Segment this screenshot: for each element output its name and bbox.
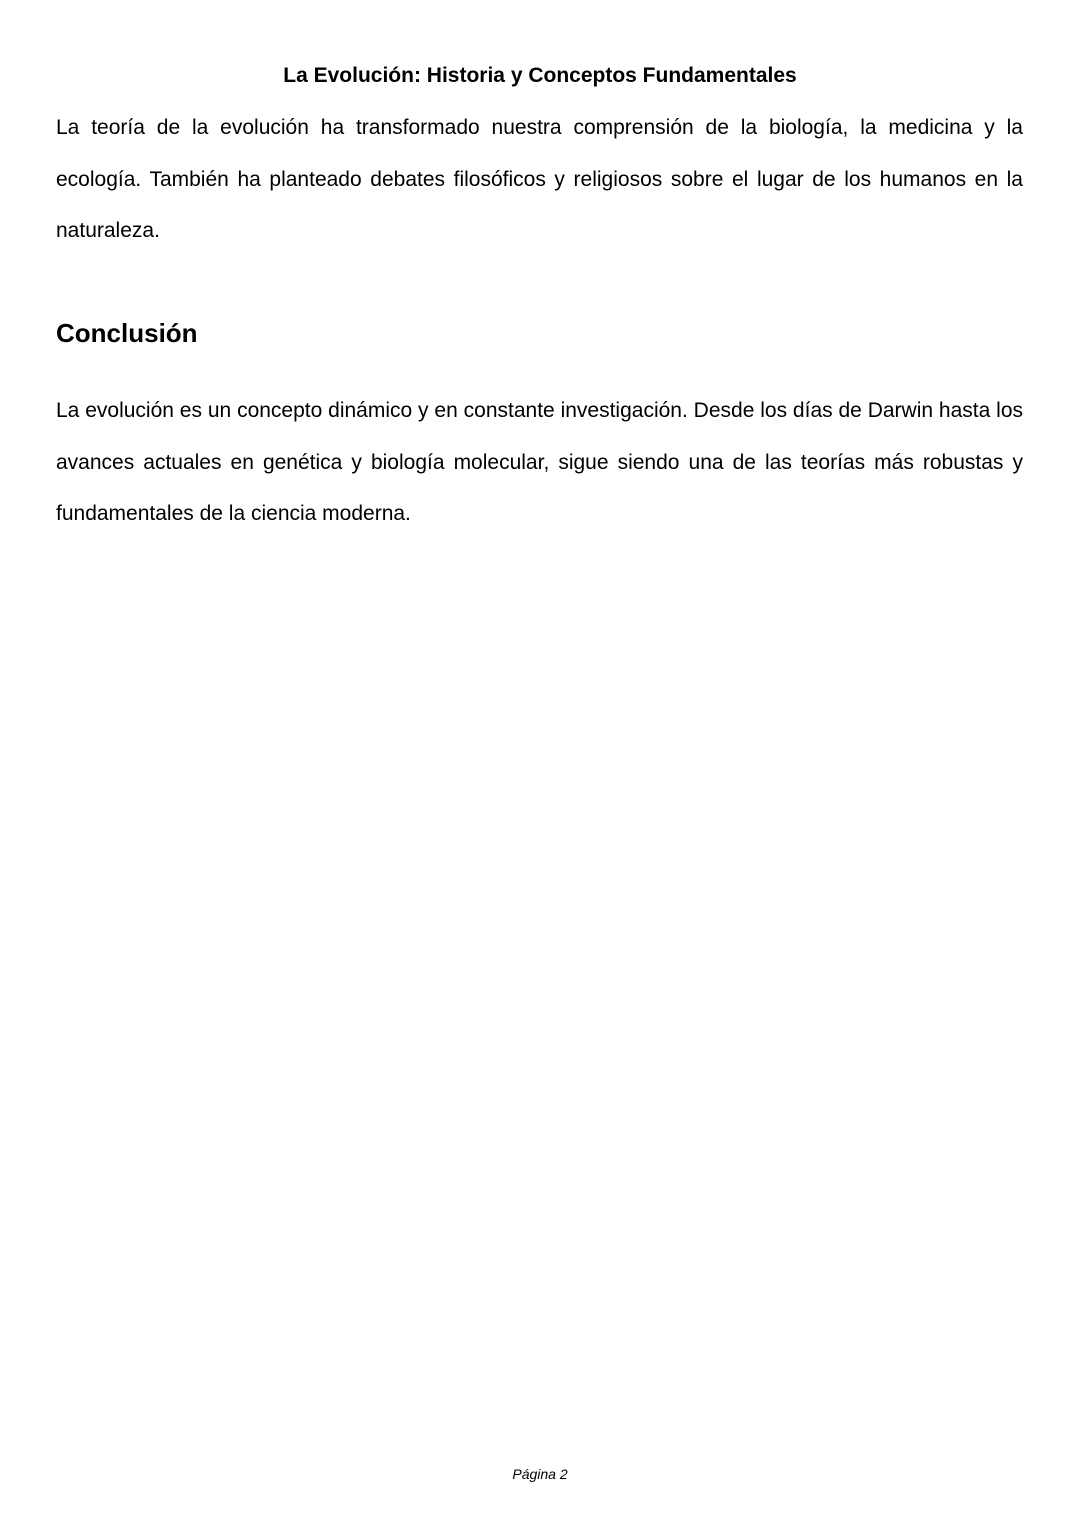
page-number-footer: Página 2 — [512, 1466, 568, 1482]
intro-paragraph: La teoría de la evolución ha transformado nuestra comprensión de la biología, la medicina y la ecología. También ha planteado debates filosóficos y religiosos sobre el lugar de los humanos en la naturaleza. — [56, 116, 1023, 242]
document-title: La Evolución: Historia y Conceptos Fundamentales — [283, 64, 797, 87]
section-heading-conclusion: Conclusión — [56, 318, 198, 348]
conclusion-paragraph: La evolución es un concepto dinámico y en constante investigación. Desde los días de Darwin hasta los avances actuales en genética y biología molecular, sigue siendo una de las teorías más robustas y fundamentales de la ciencia moderna. — [56, 399, 1023, 525]
